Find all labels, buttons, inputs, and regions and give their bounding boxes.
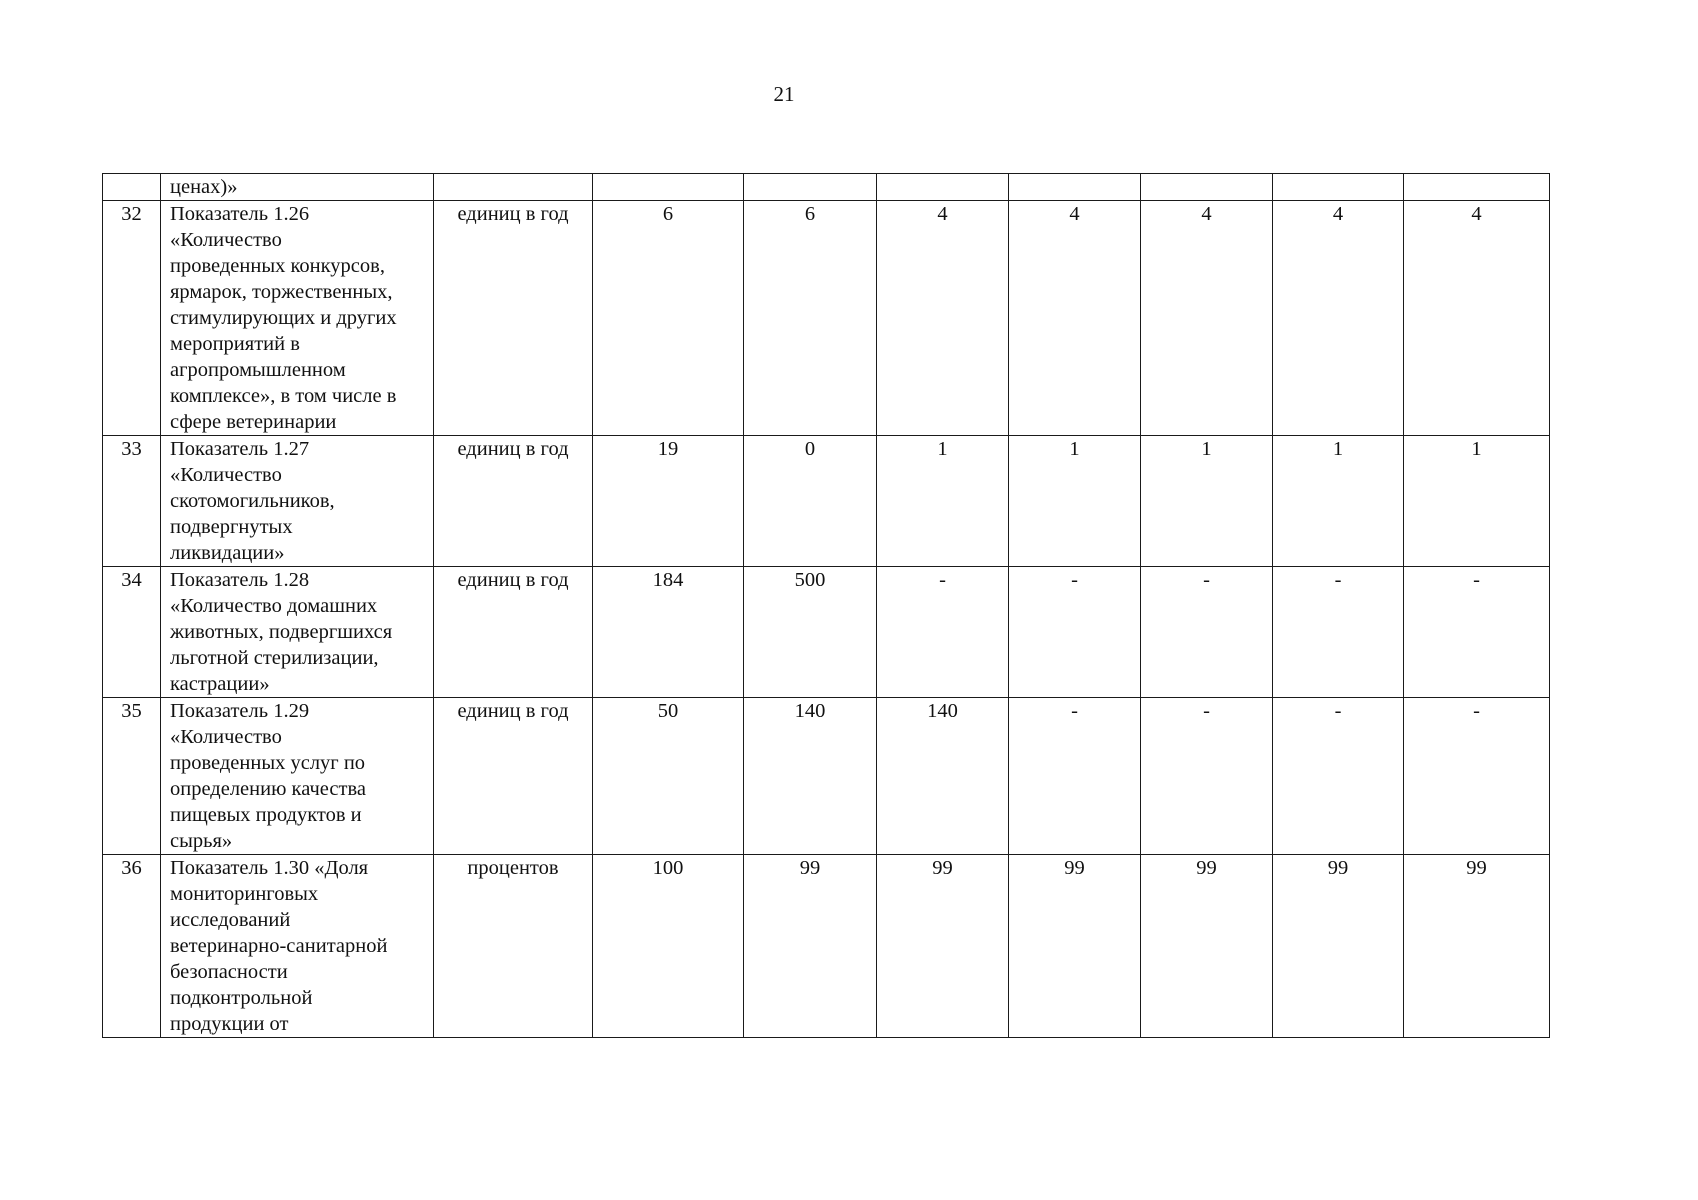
- indicator-name-line: комплексе», в том числе в: [170, 385, 397, 407]
- value-cell: 500: [744, 567, 877, 698]
- value-cell: 99: [877, 855, 1009, 1038]
- value-cell: 99: [744, 855, 877, 1038]
- indicator-name-line: мониторинговых: [170, 883, 319, 905]
- value-cell: -: [1009, 698, 1141, 855]
- row-number-cell: [103, 174, 161, 201]
- value-cell: 140: [744, 698, 877, 855]
- value-cell: 1: [1009, 436, 1141, 567]
- value-cell: 4: [1404, 201, 1550, 436]
- unit-cell: единиц в год: [434, 567, 593, 698]
- indicator-name-line: «Количество домашних: [170, 595, 378, 617]
- table-body: [103, 174, 1550, 1038]
- indicator-name-line: пищевых продуктов и: [170, 804, 362, 826]
- value-cell: 1: [1404, 436, 1550, 567]
- indicator-name-line: животных, подвергшихся: [170, 621, 393, 643]
- value-cell: 1: [1273, 436, 1404, 567]
- value-cell: -: [1273, 698, 1404, 855]
- value-cell: 1: [877, 436, 1009, 567]
- value-cell: 99: [1273, 855, 1404, 1038]
- indicator-name-cell: [161, 436, 434, 567]
- row-number-cell: 32: [103, 201, 161, 436]
- indicator-name-line: агропромышленном: [170, 359, 346, 381]
- value-cell: 4: [1273, 201, 1404, 436]
- indicator-name-line: Показатель 1.26: [170, 203, 310, 225]
- unit-cell: единиц в год: [434, 698, 593, 855]
- indicator-name-line: проведенных конкурсов,: [170, 255, 385, 277]
- indicator-name-line: «Количество: [170, 229, 282, 251]
- indicator-name-line: льготной стерилизации,: [170, 647, 379, 669]
- indicator-name-line: подконтрольной: [170, 987, 313, 1009]
- value-cell: [1404, 174, 1550, 201]
- indicators-table: [102, 173, 1550, 1038]
- table-row: [103, 436, 1550, 567]
- row-number-cell: 34: [103, 567, 161, 698]
- value-cell: 99: [1404, 855, 1550, 1038]
- value-cell: [593, 174, 744, 201]
- value-cell: -: [1009, 567, 1141, 698]
- value-cell: 4: [877, 201, 1009, 436]
- indicator-name-cell: [161, 174, 434, 201]
- value-cell: 1: [1141, 436, 1273, 567]
- value-cell: 140: [877, 698, 1009, 855]
- indicator-name-line: ликвидации»: [170, 542, 285, 564]
- indicator-name-line: ярмарок, торжественных,: [170, 281, 393, 303]
- indicator-name-line: безопасности: [170, 961, 288, 983]
- table-row: [103, 567, 1550, 698]
- indicator-name-line: исследований: [170, 909, 291, 931]
- indicator-name-line: «Количество: [170, 726, 282, 748]
- indicator-name-line: кастрации»: [170, 673, 270, 695]
- value-cell: [1141, 174, 1273, 201]
- row-number-cell: 36: [103, 855, 161, 1038]
- indicator-name-line: ценах)»: [170, 176, 238, 198]
- indicator-name-line: продукции от: [170, 1013, 289, 1035]
- value-cell: -: [1273, 567, 1404, 698]
- value-cell: 4: [1009, 201, 1141, 436]
- value-cell: -: [877, 567, 1009, 698]
- indicator-name-line: проведенных услуг по: [170, 752, 366, 774]
- unit-cell: единиц в год: [434, 436, 593, 567]
- indicator-name-line: мероприятий в: [170, 333, 300, 355]
- value-cell: [1273, 174, 1404, 201]
- indicator-name-line: стимулирующих и других: [170, 307, 397, 329]
- indicator-name-line: Показатель 1.30 «Доля: [170, 857, 369, 879]
- value-cell: 4: [1141, 201, 1273, 436]
- indicator-name-line: сфере ветеринарии: [170, 411, 337, 433]
- table-row: [103, 855, 1550, 1038]
- indicator-name-line: определению качества: [170, 778, 366, 800]
- value-cell: 6: [593, 201, 744, 436]
- unit-cell: процентов: [434, 855, 593, 1038]
- table-row: [103, 201, 1550, 436]
- indicator-name-line: сырья»: [170, 830, 233, 852]
- indicator-name-line: Показатель 1.27: [170, 438, 310, 460]
- value-cell: 50: [593, 698, 744, 855]
- unit-cell: [434, 174, 593, 201]
- indicator-name-cell: [161, 698, 434, 855]
- indicator-name-line: «Количество: [170, 464, 282, 486]
- table-row: [103, 174, 1550, 201]
- value-cell: [877, 174, 1009, 201]
- value-cell: 184: [593, 567, 744, 698]
- table-row: [103, 698, 1550, 855]
- page-number: 21: [773, 82, 795, 106]
- value-cell: -: [1404, 698, 1550, 855]
- row-number-cell: 35: [103, 698, 161, 855]
- indicator-name-cell: [161, 201, 434, 436]
- indicator-name-line: Показатель 1.29: [170, 700, 310, 722]
- value-cell: -: [1404, 567, 1550, 698]
- value-cell: -: [1141, 567, 1273, 698]
- indicator-name-line: подвергнутых: [170, 516, 293, 538]
- indicator-name-cell: [161, 567, 434, 698]
- value-cell: 0: [744, 436, 877, 567]
- value-cell: 19: [593, 436, 744, 567]
- value-cell: 99: [1141, 855, 1273, 1038]
- value-cell: -: [1141, 698, 1273, 855]
- value-cell: [1009, 174, 1141, 201]
- unit-cell: единиц в год: [434, 201, 593, 436]
- indicator-name-line: ветеринарно-санитарной: [170, 935, 388, 957]
- value-cell: 100: [593, 855, 744, 1038]
- indicator-name-cell: [161, 855, 434, 1038]
- row-number-cell: 33: [103, 436, 161, 567]
- indicator-name-line: Показатель 1.28: [170, 569, 310, 591]
- value-cell: 6: [744, 201, 877, 436]
- value-cell: [744, 174, 877, 201]
- value-cell: 99: [1009, 855, 1141, 1038]
- indicator-name-line: скотомогильников,: [170, 490, 335, 512]
